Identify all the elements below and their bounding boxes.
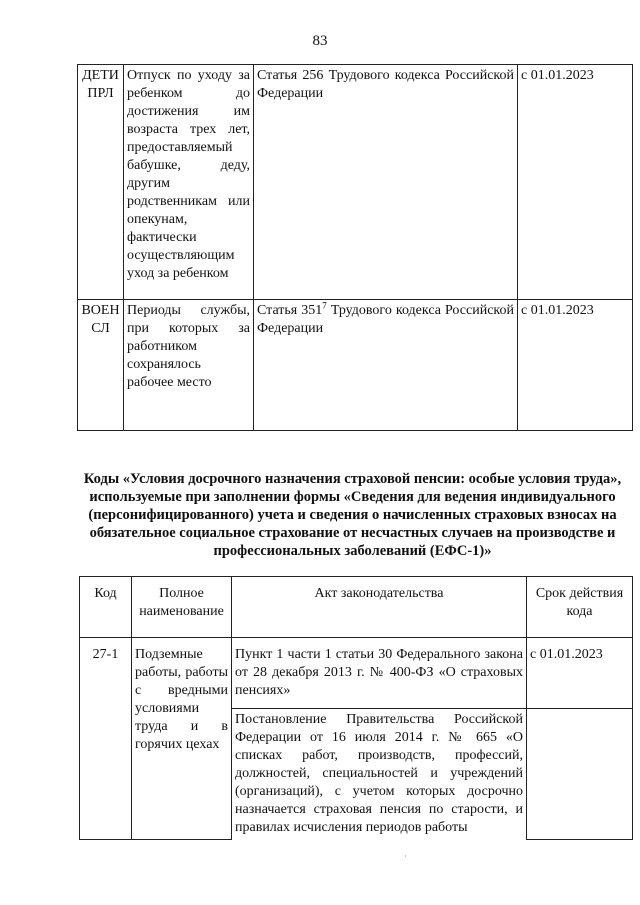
code-cell: 27-1: [80, 638, 132, 840]
term-cell: с 01.01.2023: [518, 65, 633, 300]
column-header-act: Акт законодательства: [232, 577, 527, 638]
codes-table-bottom: [79, 576, 633, 840]
table-row: [78, 65, 633, 300]
scan-speck: ·: [404, 852, 407, 861]
column-header-code: Код: [80, 577, 132, 638]
term-cell: с 01.01.2023: [518, 300, 633, 431]
term-cell: с 01.01.2023: [527, 638, 633, 709]
column-header-name: Полное наименование: [132, 577, 232, 638]
act-cell: [254, 300, 518, 431]
page-number: 83: [312, 33, 328, 49]
section-heading: Коды «Условия досрочного назначения страховой пенсии: особые условия труда», используемые при заполнении формы «Сведения для ведения индивидуального (персонифицированного) учета и сведения о начисленных страховых взносах на обязательное социальное страхование от несчастных случаев на производстве и профессиональных заболеваний (ЕФС-1)»: [83, 471, 622, 559]
code-cell: ДЕТИ ПРЛ: [78, 65, 124, 300]
act-text-rest: Трудового кодекса Российской Федерации: [257, 303, 514, 336]
table-header-row: [80, 577, 633, 638]
name-cell: Периоды службы, при которых за работником сохранялось рабочее место: [124, 300, 254, 431]
act-cell: Постановление Правительства Российской Федерации от 16 июля 2014 г. № 665 «О списках работ, производств, профессий, должностей, специальностей и учреждений (организаций), с учетом которых досрочно назначается страховая пенсия по старости, и правилах исчисления периодов работы: [232, 709, 527, 840]
table-row: [80, 638, 633, 709]
codes-table-top: [77, 64, 633, 431]
act-cell: [254, 65, 518, 300]
act-cell: Пункт 1 части 1 статьи 30 Федерального закона от 28 декабря 2013 г. № 400-ФЗ «О страховых пенсиях»: [232, 638, 527, 709]
column-header-term: Срок действия кода: [527, 577, 633, 638]
act-text: Статья 351: [257, 303, 323, 318]
name-cell: Отпуск по уходу за ребенком до достижения им возраста трех лет, предоставляемый бабушке, деду, другим родственникам или опекунам, фактически осуществляющим уход за ребенком: [124, 65, 254, 300]
code-cell: ВОЕН СЛ: [78, 300, 124, 431]
term-cell-empty: [527, 709, 633, 840]
table-row: [78, 300, 633, 431]
name-cell: Подземные работы, работы с вредными условиями труда и в горячих цехах: [132, 638, 232, 840]
article-superscript: 7: [322, 300, 327, 311]
act-text: Статья 256 Трудового кодекса Российской Федерации: [257, 68, 514, 101]
